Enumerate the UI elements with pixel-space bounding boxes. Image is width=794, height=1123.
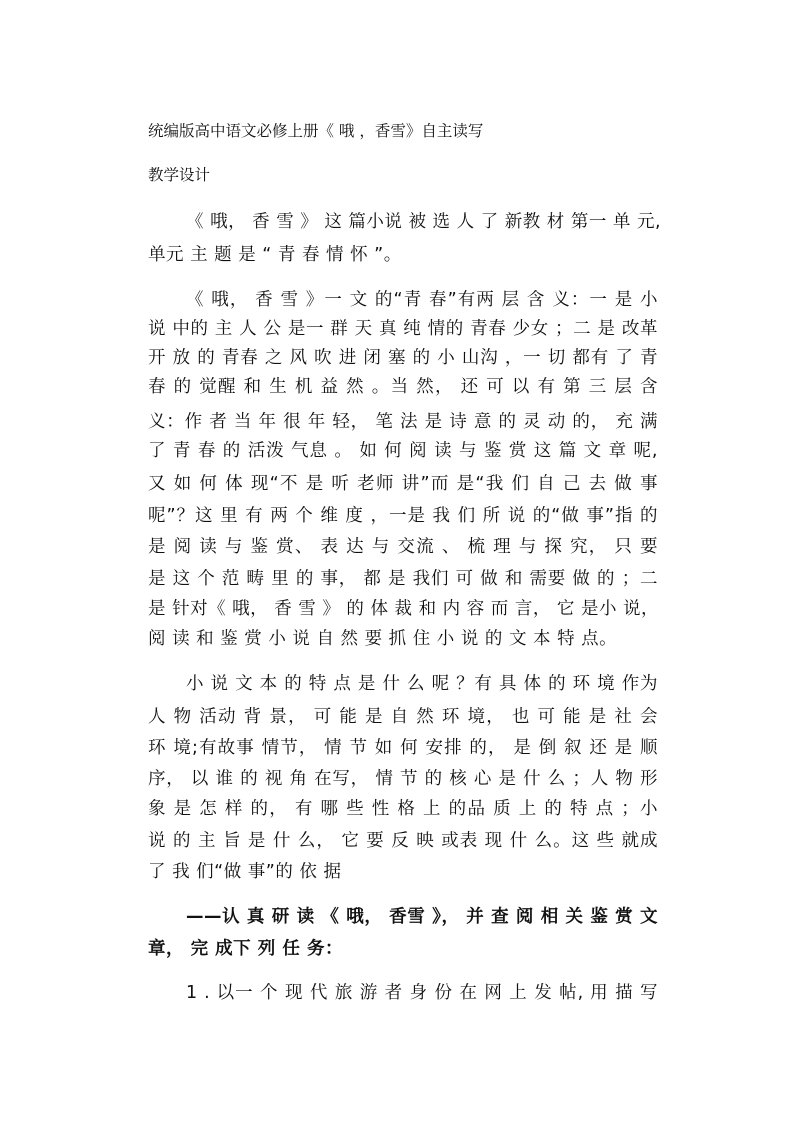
- paragraph-4-line-2: 章， 完 成下 列 任 务：: [148, 939, 343, 959]
- paragraph-2-line-10: 是 这 个 范 畴 里 的 事， 都 是 我们 可 做 和 需要 做 的 ；二: [148, 569, 658, 589]
- paragraph-2-line-4: 春 的 觉醒 和 生 机 益 然 。当 然， 还 可 以 有 第 三 层 含: [148, 377, 658, 397]
- paragraph-3-line-5: 象 是 怎 样 的， 有 哪 些 性 格 上 的品 质 上 的 特 点 ；小: [148, 799, 658, 819]
- paragraph-2-line-3: 开 放 的 青春 之 风 吹 进 闭 塞 的 小 山沟 ，一 切 都有 了 青: [148, 348, 658, 368]
- paragraph-2-line-5: 义：作 者 当 年 很 年 轻， 笔 法 是 诗 意 的 灵 动 的， 充 满: [148, 412, 658, 432]
- paragraph-3-line-2: 人 物 活动 背 景， 可 能 是 自 然 环 境， 也 可 能 是 社 会: [148, 707, 658, 727]
- paragraph-2-line-12: 阅 读 和 鉴 赏 小 说 自 然 要 抓 住 小 说 的 文 本 特 点。: [148, 629, 618, 649]
- document-subtitle: 教学设计: [148, 166, 211, 184]
- paragraph-3-line-6: 说 的 主 旨 是 什 么， 它 要 反 映 或表 现 什 么。这 些 就成: [148, 831, 658, 851]
- paragraph-2-line-1: 《 哦， 香 雪 》一 文 的“青 春”有两 层 含 义：一 是 小: [186, 290, 658, 310]
- paragraph-2-line-7: 又 如 何 体 现“不 是 听 老师 讲”而 是“我 们 自 己 去 做 事: [148, 474, 658, 494]
- paragraph-3-line-1: 小 说 文 本 的 特 点 是 什 么 呢 ？有 具 体 的 环 境 作为: [186, 674, 658, 694]
- paragraph-2-line-2: 说 中的 主 人 公 是一 群 天 真 纯 情的 青春 少女 ；二 是 改革: [148, 319, 658, 339]
- paragraph-4-line-1: ——认 真 研 读 《 哦， 香雪 》， 并 查 阅 相 关 鉴 赏 文: [186, 907, 658, 927]
- paragraph-2-line-8: 呢”？这 里 有 两 个 维 度 ，一是 我 们 所 说 的“做 事”指 的: [148, 506, 658, 526]
- paragraph-3-line-3: 环 境;有故事 情节， 情 节 如 何 安排 的， 是 倒 叙 还 是 顺: [148, 738, 658, 758]
- paragraph-2-line-6: 了 青 春 的 活泼 气息 。 如 何 阅 读 与 鉴 赏 这 篇 文 章 呢,: [148, 441, 658, 461]
- paragraph-1-line-1: 《 哦， 香 雪 》 这 篇小说 被 选 人 了 新教 材 第一 单 元,: [186, 212, 662, 232]
- document-title: 统编版高中语文必修上册《 哦 ，香雪》自主读写: [148, 122, 484, 140]
- paragraph-2-line-11: 是 针对《 哦， 香 雪 》 的 体 裁 和 内 容 而 言， 它 是小 说，: [148, 599, 660, 619]
- task-1-line-1: 1 . 以一 个 现 代 旅 游 者 身 份 在 网 上 发 帖, 用 描 写: [186, 983, 658, 1003]
- paragraph-3-line-4: 序， 以 谁 的 视 角 在写， 情 节 的 核 心 是 什 么 ；人 物 形: [148, 769, 658, 789]
- paragraph-3-line-7: 了 我 们“做 事”的 依 据: [148, 862, 342, 882]
- paragraph-1-line-2: 单元 主 题 是 “ 青 春 情 怀 ”。: [148, 245, 402, 265]
- paragraph-2-line-9: 是 阅 读 与 鉴 赏、 表 达 与 交流 、 梳 理 与 探 究， 只 要: [148, 537, 658, 557]
